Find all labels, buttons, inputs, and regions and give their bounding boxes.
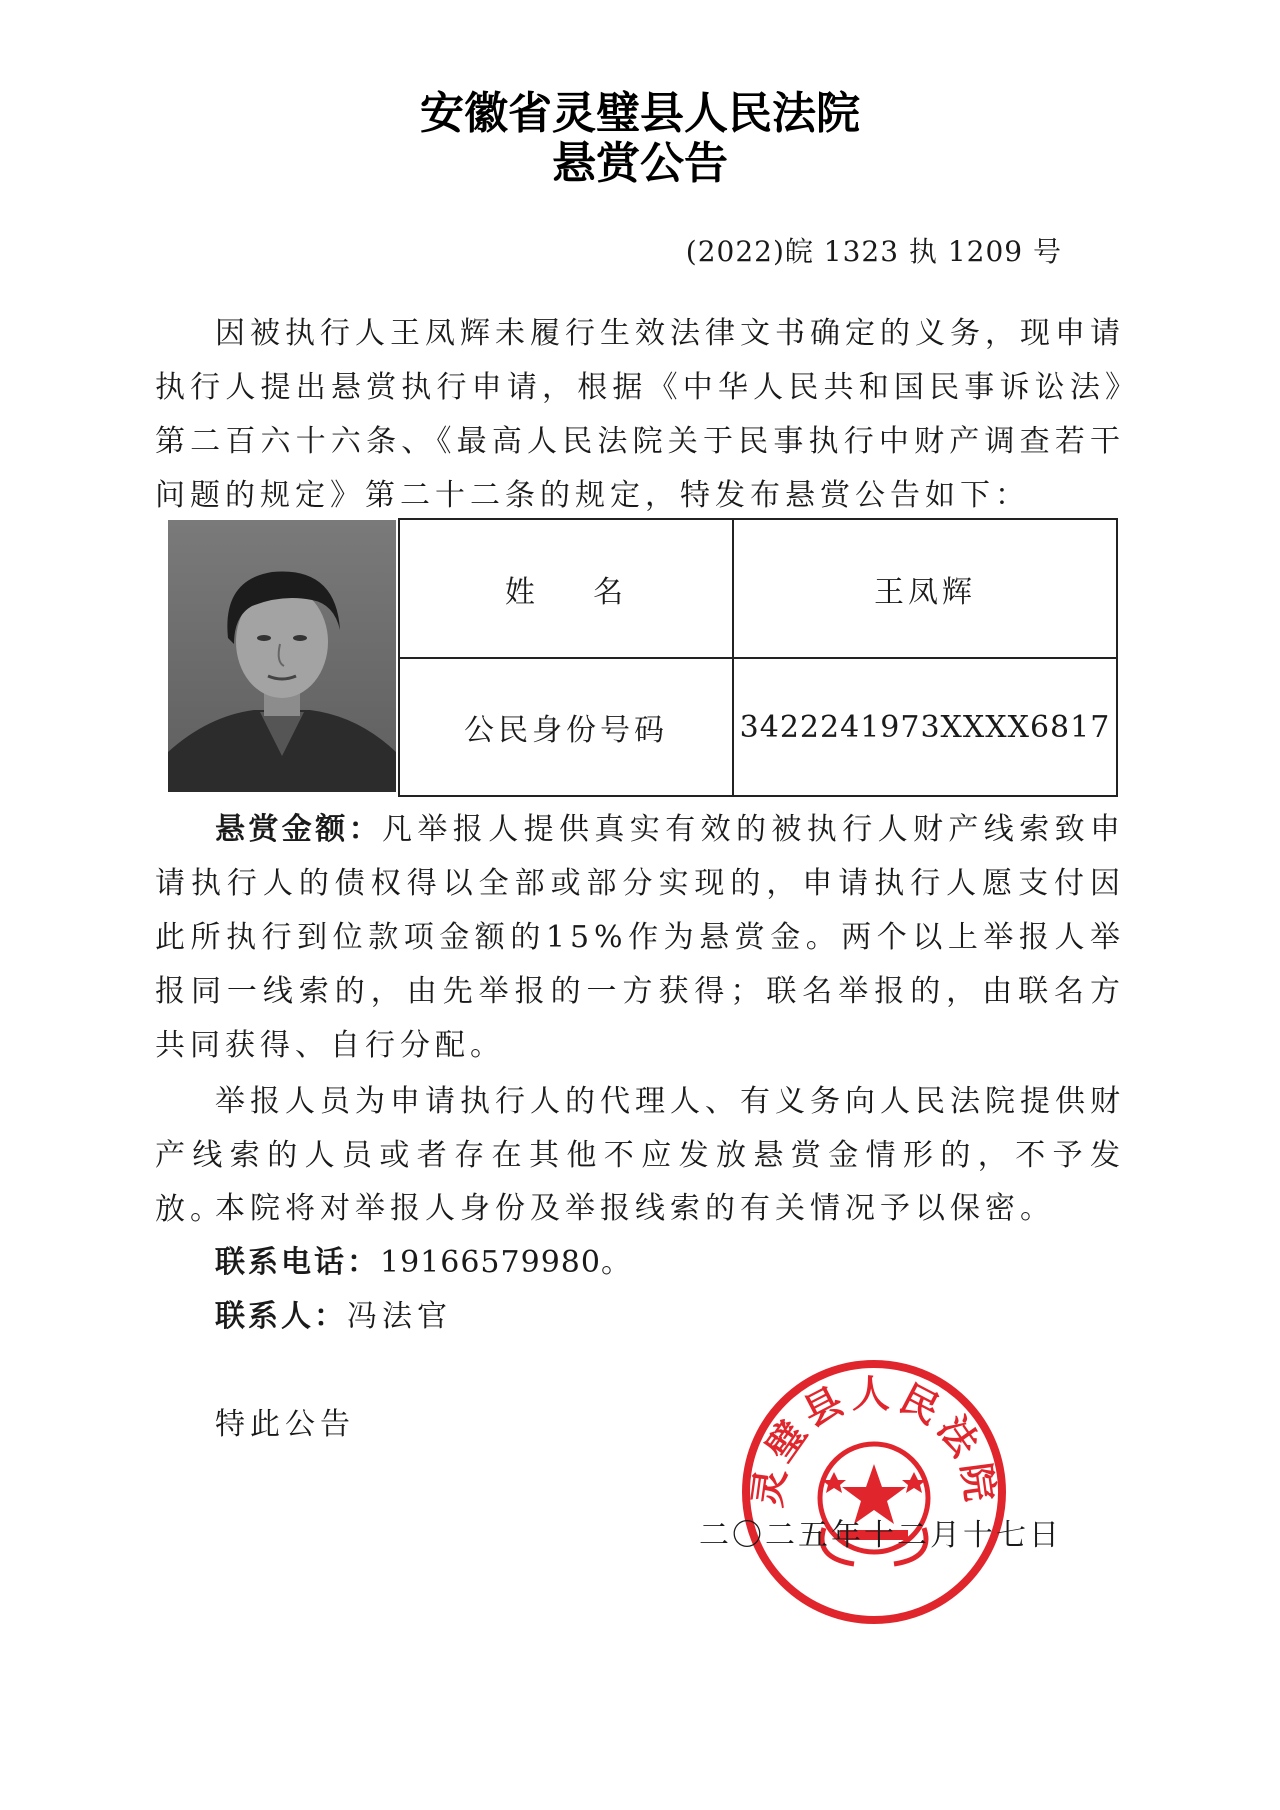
reward-text: 凡举报人提供真实有效的被执行人财产线索致申请执行人的债权得以全部或部分实现的，申请执行人愿支付因此所执行到位款项金额的15%作为悬赏金。两个以上举报人举报同一线索的，由先举报的一方获得；联名举报的，由联名方共同获得、自行分配。	[155, 812, 1125, 1063]
contact-person-value: 冯法官	[347, 1299, 452, 1334]
id-value: 3422241973XXXX6817	[733, 658, 1117, 796]
svg-text:灵璧县人民法院: 灵璧县人民法院	[745, 1371, 1003, 1510]
person-info-table	[398, 518, 1118, 797]
closing-text: 特此公告	[215, 1407, 355, 1442]
id-label: 公民身份号码	[399, 658, 733, 796]
phone-value: 19166579980。	[380, 1245, 632, 1280]
name-label: 姓 名	[399, 519, 733, 658]
contact-person	[155, 1290, 1125, 1344]
person-photo	[168, 520, 396, 792]
case-number: (2022)皖 1323 执 1209 号	[685, 235, 1062, 268]
court-seal	[740, 1358, 1008, 1626]
confidentiality-paragraph: 本院将对举报人身份及举报线索的有关情况予以保密。	[215, 1191, 1055, 1226]
contact-phone	[155, 1236, 1125, 1290]
reward-paragraph	[155, 803, 1125, 1073]
contact-person-label: 联系人：	[215, 1299, 347, 1334]
name-value: 王凤辉	[733, 519, 1117, 658]
reward-label: 悬赏金额：	[215, 812, 382, 847]
notice-date: 二〇二五年十二月十七日	[699, 1518, 1062, 1553]
intro-paragraph: 因被执行人王凤辉未履行生效法律文书确定的义务，现申请执行人提出悬赏执行申请，根据《中华人民共和国民事诉讼法》第二百六十六条、《最高人民法院关于民事执行中财产调查若干问题的规定》第二十二条的规定，特发布悬赏公告如下：	[155, 316, 1125, 513]
exclusion-paragraph: 举报人员为申请执行人的代理人、有义务向人民法院提供财产线索的人员或者存在其他不应发放悬赏金情形的，不予发放。	[155, 1084, 1125, 1227]
court-name: 安徽省灵璧县人民法院	[420, 88, 860, 139]
phone-label: 联系电话：	[215, 1245, 380, 1280]
table-row	[399, 658, 1117, 796]
notice-title: 悬赏公告	[552, 138, 728, 189]
table-row	[399, 519, 1117, 658]
